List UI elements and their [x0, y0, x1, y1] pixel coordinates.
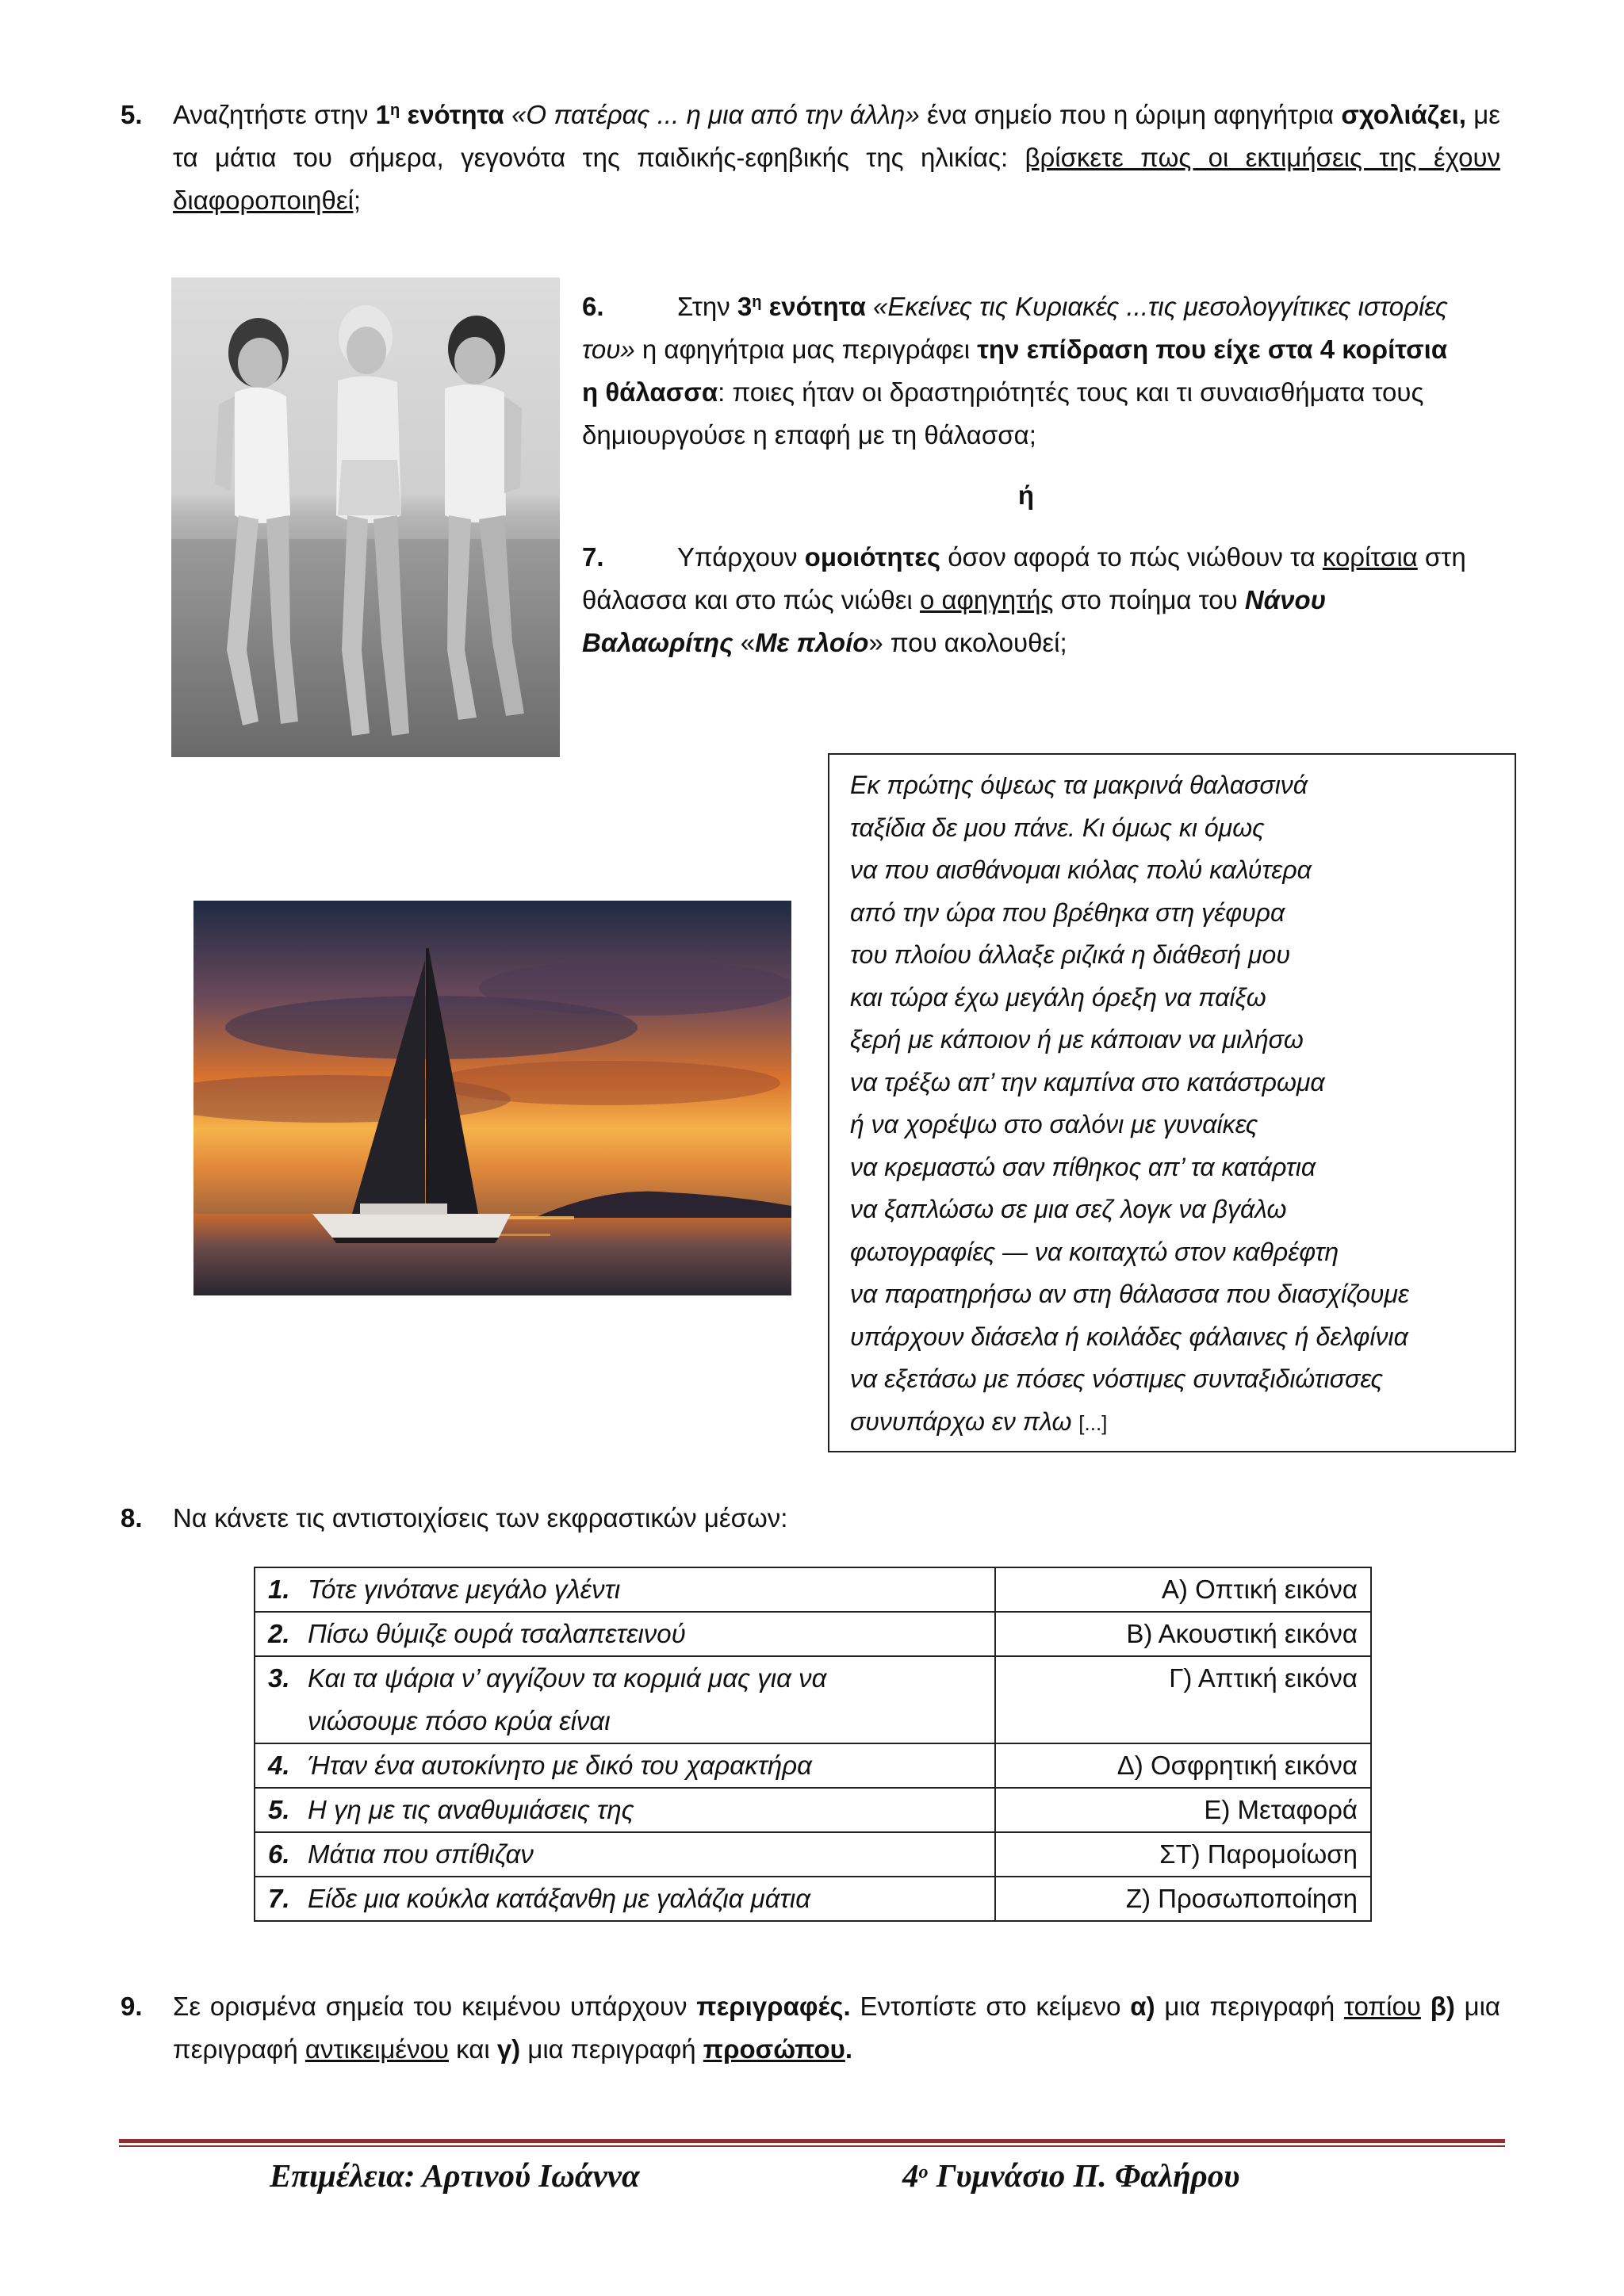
- table-cell-phrase: 7. Είδε μια κούκλα κατάξανθη με γαλάζια μάτια: [255, 1877, 995, 1921]
- table-cell-device: ΣΤ) Παρομοίωση: [995, 1832, 1371, 1877]
- question-text: Σε ορισμένα σημεία του κειμένου υπάρχουν περιγραφές. Εντοπίστε στο κείμενο α) μια περιγραφή τοπίου β) μια περιγραφή αντικειμένου και γ) μια περιγραφή προσώπου.: [173, 1992, 1501, 2064]
- question-number: 6.: [582, 292, 604, 321]
- question-number: 5.: [121, 100, 143, 129]
- poem-ellipsis: [...]: [1078, 1410, 1108, 1435]
- footer-rule-thin: [119, 2145, 1505, 2147]
- question-6: 6. Στην $3^\eta$ ενότητα «Εκείνες τις Κυριακές ...τις μεσολογγίτικες ιστορίες του» η αφηγήτρια μας περιγράφει την επίδραση που είχε στα 4 κορίτσια η θάλασσα: ποιες ήταν οι δραστηριότητές τους και τι συναισθήματα τους δημιουργούσε η επαφή με τη θάλασσα;: [582, 285, 1470, 457]
- table-cell-phrase: 1. Τότε γινότανε μεγάλο γλέντι: [255, 1567, 995, 1612]
- table-cell-device: Γ) Απτική εικόνα: [995, 1656, 1371, 1743]
- table-row: [255, 1612, 1371, 1656]
- questions-6-7: [582, 285, 1470, 664]
- poem-line: ταξίδια δε μου πάνε. Κι όμως κι όμως: [850, 813, 1265, 842]
- poem-line: ή να χορέψω στο σαλόνι με γυναίκες: [850, 1110, 1258, 1138]
- table-cell-device: Δ) Οσφρητική εικόνα: [995, 1743, 1371, 1788]
- footer-rule: [119, 2139, 1505, 2143]
- question-8: [121, 1497, 1500, 1540]
- poem-line: από την ώρα που βρέθηκα στη γέφυρα: [850, 897, 1285, 927]
- poem-line: ξερή με κάποιον ή με κάποιαν να μιλήσω: [850, 1025, 1304, 1054]
- table-row: [255, 1743, 1371, 1788]
- footer-author: Επιμέλεια: Αρτινού Ιωάννα: [270, 2157, 640, 2194]
- table-cell-phrase: 4. Ήταν ένα αυτοκίνητο με δικό του χαρακτήρα: [255, 1743, 995, 1788]
- poem-line: υπάρχουν διάσελα ή κοιλάδες φάλαινες ή δελφίνια: [850, 1322, 1408, 1351]
- matching-table: [254, 1567, 1372, 1922]
- beach-photo-illustration: [171, 277, 560, 757]
- table-cell-phrase: 5. Η γη με τις αναθυμιάσεις της: [255, 1788, 995, 1832]
- table-row: [255, 1877, 1371, 1921]
- table-cell-phrase: 6. Μάτια που σπίθιζαν: [255, 1832, 995, 1877]
- or-separator: ή: [1017, 480, 1035, 510]
- table-cell-phrase: 2. Πίσω θύμιζε ουρά τσαλαπετεινού: [255, 1612, 995, 1656]
- question-number: 7.: [582, 542, 604, 572]
- table-row: [255, 1788, 1371, 1832]
- sailboat-photo-illustration: [193, 901, 791, 1295]
- poem-line: να που αισθάνομαι κιόλας πολύ καλύτερα: [850, 855, 1312, 884]
- question-text: Να κάνετε τις αντιστοιχίσεις των εκφραστικών μέσων:: [173, 1503, 788, 1533]
- question-7: 7. Υπάρχουν ομοιότητες όσον αφορά το πώς νιώθουν τα κορίτσια στη θάλασσα και στο πώς νιώθει ο αφηγητής στο ποίημα του Νάνου Βαλαωρίτης «Με πλοίο» που ακολουθεί;: [582, 536, 1470, 664]
- question-number: 8.: [121, 1503, 143, 1533]
- poem-line: συνυπάρχω εν πλω [...]: [850, 1406, 1108, 1436]
- table-cell-device: Β) Ακουστική εικόνα: [995, 1612, 1371, 1656]
- table-cell-phrase: 3. Και τα ψάρια ν’ αγγίζουν τα κορμιά μας για να νιώσουμε πόσο κρύα είναι: [255, 1656, 995, 1743]
- footer-school: $4^o$ Γυμνάσιο Π. Φαλήρου: [902, 2157, 1240, 2194]
- table-row: [255, 1832, 1371, 1877]
- poem-line: φωτογραφίες — να κοιταχτώ στον καθρέφτη: [850, 1237, 1339, 1266]
- question-5: [121, 94, 1500, 222]
- poem-line: Εκ πρώτης όψεως τα μακρινά θαλασσινά: [850, 771, 1308, 799]
- table-cell-device: Ε) Μεταφορά: [995, 1788, 1371, 1832]
- question-number: 9.: [121, 1992, 143, 2021]
- poem-line: να παρατηρήσω αν στη θάλασσα που διασχίζουμε: [850, 1280, 1409, 1308]
- table-cell-device: Ζ) Προσωποποίηση: [995, 1877, 1371, 1921]
- table-row: [255, 1656, 1371, 1743]
- question-text: Αναζητήστε στην $1^\eta$ ενότητα «Ο πατέρας ... η μια από την άλλη» ένα σημείο που η ώριμη αφηγήτρια σχολιάζει, με τα μάτια του σήμερα, γεγονότα της παιδικής-εφηβικής της ηλικίας: βρίσκετε πως οι εκτιμήσεις της έχουν διαφοροποιηθεί;: [173, 100, 1500, 215]
- poem-line: του πλοίου άλλαξε ριζικά η διάθεσή μου: [850, 940, 1290, 969]
- photo-sailboat-sunset: [193, 901, 791, 1295]
- photo-women-on-beach: [171, 277, 560, 757]
- poem-line: να τρέξω απ’ την καμπίνα στο κατάστρωμα: [850, 1067, 1325, 1096]
- poem-line: να εξετάσω με πόσες νόστιμες συνταξιδιώτισσες: [850, 1364, 1384, 1393]
- poem-line: και τώρα έχω μεγάλη όρεξη να παίξω: [850, 982, 1266, 1012]
- poem-line: να κρεμαστώ σαν πίθηκος απ’ τα κατάρτια: [850, 1152, 1316, 1181]
- question-9: [121, 1985, 1500, 2071]
- poem-line: να ξαπλώσω σε μια σεζ λογκ να βγάλω: [850, 1195, 1287, 1223]
- poem-box: [828, 753, 1516, 1452]
- table-cell-device: Α) Οπτική εικόνα: [995, 1567, 1371, 1612]
- table-row: [255, 1567, 1371, 1612]
